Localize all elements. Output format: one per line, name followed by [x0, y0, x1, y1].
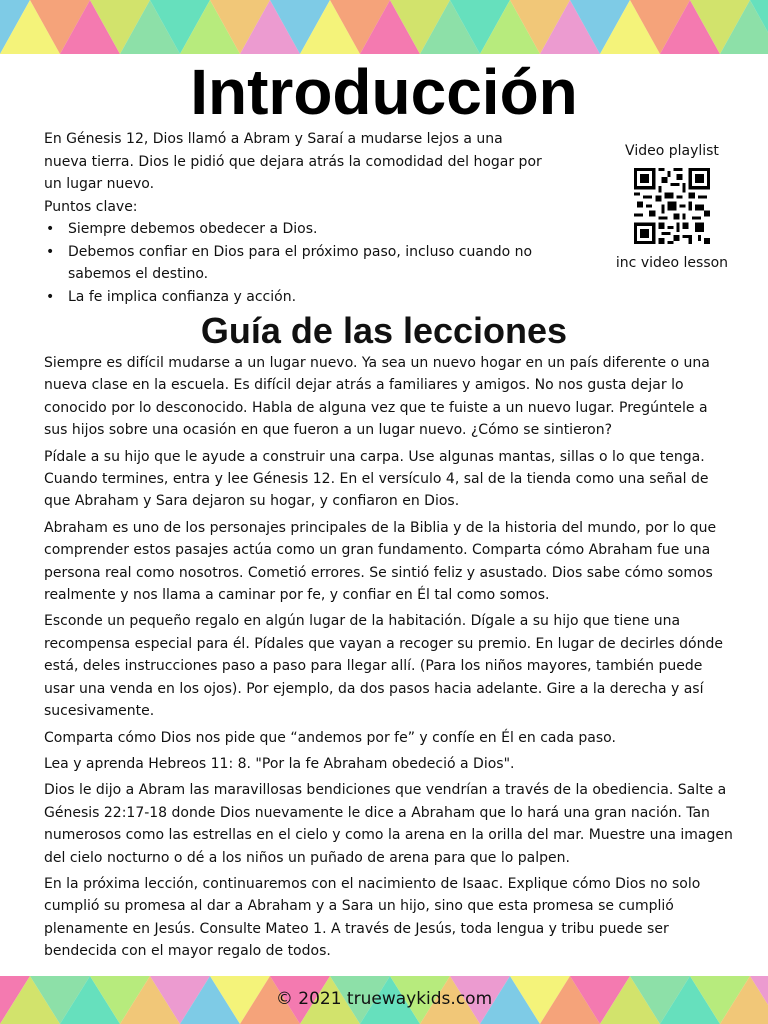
- intro-section: [44, 128, 544, 308]
- triangle-pattern: [0, 0, 768, 54]
- key-point-item: • Debemos confiar en Dios para el próximo paso, incluso cuando no sabemos el destino.: [68, 241, 544, 286]
- lesson-guide-body: [44, 352, 734, 967]
- top-decorative-banner: [0, 0, 768, 54]
- key-point-item: • Siempre debemos obedecer a Dios.: [68, 218, 544, 241]
- key-points-list: [44, 218, 544, 308]
- guide-paragraph: En la próxima lección, continuaremos con el nacimiento de Isaac. Explique cómo Dios no solo cumplió su promesa al dar a Abraham y a Sara un hijo, sino que esta promesa se cumplió plenamente en Jesús. Consulte Mateo 1. A través de Jesús, toda lengua y tribu puede ser bendecida con el mayor regalo de todos.: [44, 875, 701, 960]
- key-points-label: Puntos clave:: [44, 198, 138, 215]
- video-playlist-qr[interactable]: [596, 140, 748, 274]
- key-point-item: • La fe implica confianza y acción.: [68, 286, 544, 309]
- guide-paragraph: Esconde un pequeño regalo en algún lugar de la habitación. Dígale a su hijo que tiene una recompensa especial para él. Pídales que vayan a recoger su premio. En lugar de decirles dónde está, deles instrucciones paso a paso para llegar allí. (Para los niños mayores, también puede usar una venda en los ojos). Por ejemplo, da dos pasos hacia adelante. Gire a la derecha y así sucesivamente.: [44, 613, 723, 720]
- guide-paragraph: Lea y aprenda Hebreos 11: 8. "Por la fe Abraham obedeció a Dios".: [44, 755, 515, 772]
- qr-label-top: Video playlist: [625, 143, 719, 159]
- guide-paragraph: Siempre es difícil mudarse a un lugar nuevo. Ya sea un nuevo hogar en un país diferente o una nueva clase en la escuela. Es difícil dejar atrás a familiares y amigos. No nos gusta dejar lo conocido por lo desconocido. Habla de alguna vez que te fuiste a un nuevo lugar. Pregúntele a sus hijos sobre una ocasión en que fueron a un lugar nuevo. ¿Cómo se sintieron?: [44, 355, 710, 439]
- intro-paragraph: En Génesis 12, Dios llamó a Abram y Saraí a mudarse lejos a una nueva tierra. Dios le pidió que dejara atrás la comodidad del hogar por un lugar nuevo.: [44, 131, 542, 192]
- page-title: Introducción: [190, 56, 578, 128]
- qr-code-icon[interactable]: [634, 168, 710, 244]
- copyright-footer[interactable]: © 2021 truewaykids.com: [275, 989, 493, 1009]
- guide-paragraph: Abraham es uno de los personajes principales de la Biblia y de la historia del mundo, por lo que comprender estos pasajes actúa como un gran fundamento. Comparta cómo Abraham fue una persona real como nosotros. Cometió errores. Se sintió feliz y asustado. Dios sabe cómo somos realmente y nos llama a caminar por fe, y confiar en Él tal como somos.: [44, 519, 717, 604]
- guide-paragraph: Dios le dijo a Abram las maravillosas bendiciones que vendrían a través de la obediencia. Salte a Génesis 22:17-18 donde Dios nuevamente le dice a Abraham que lo hará una gran nación. Tan numerosos como las estrellas en el cielo y como la arena en la orilla del mar. Muestre una imagen del cielo nocturno o dé a los niños un puñado de arena para que lo palpen.: [44, 782, 733, 866]
- qr-label-bottom: inc video lesson: [615, 255, 729, 271]
- guide-paragraph: Comparta cómo Dios nos pide que “andemos por fe” y confíe en Él en cada paso.: [44, 729, 616, 746]
- guide-paragraph: Pídale a su hijo que le ayude a construir una carpa. Use algunas mantas, sillas o lo que tenga. Cuando termines, entra y lee Génesis 12. En el versículo 4, sal de la tienda como una señal de que Abraham y Sara dejaron su hogar, y confiaron en Dios.: [44, 448, 709, 510]
- lesson-guide-heading: Guía de las lecciones: [200, 310, 568, 351]
